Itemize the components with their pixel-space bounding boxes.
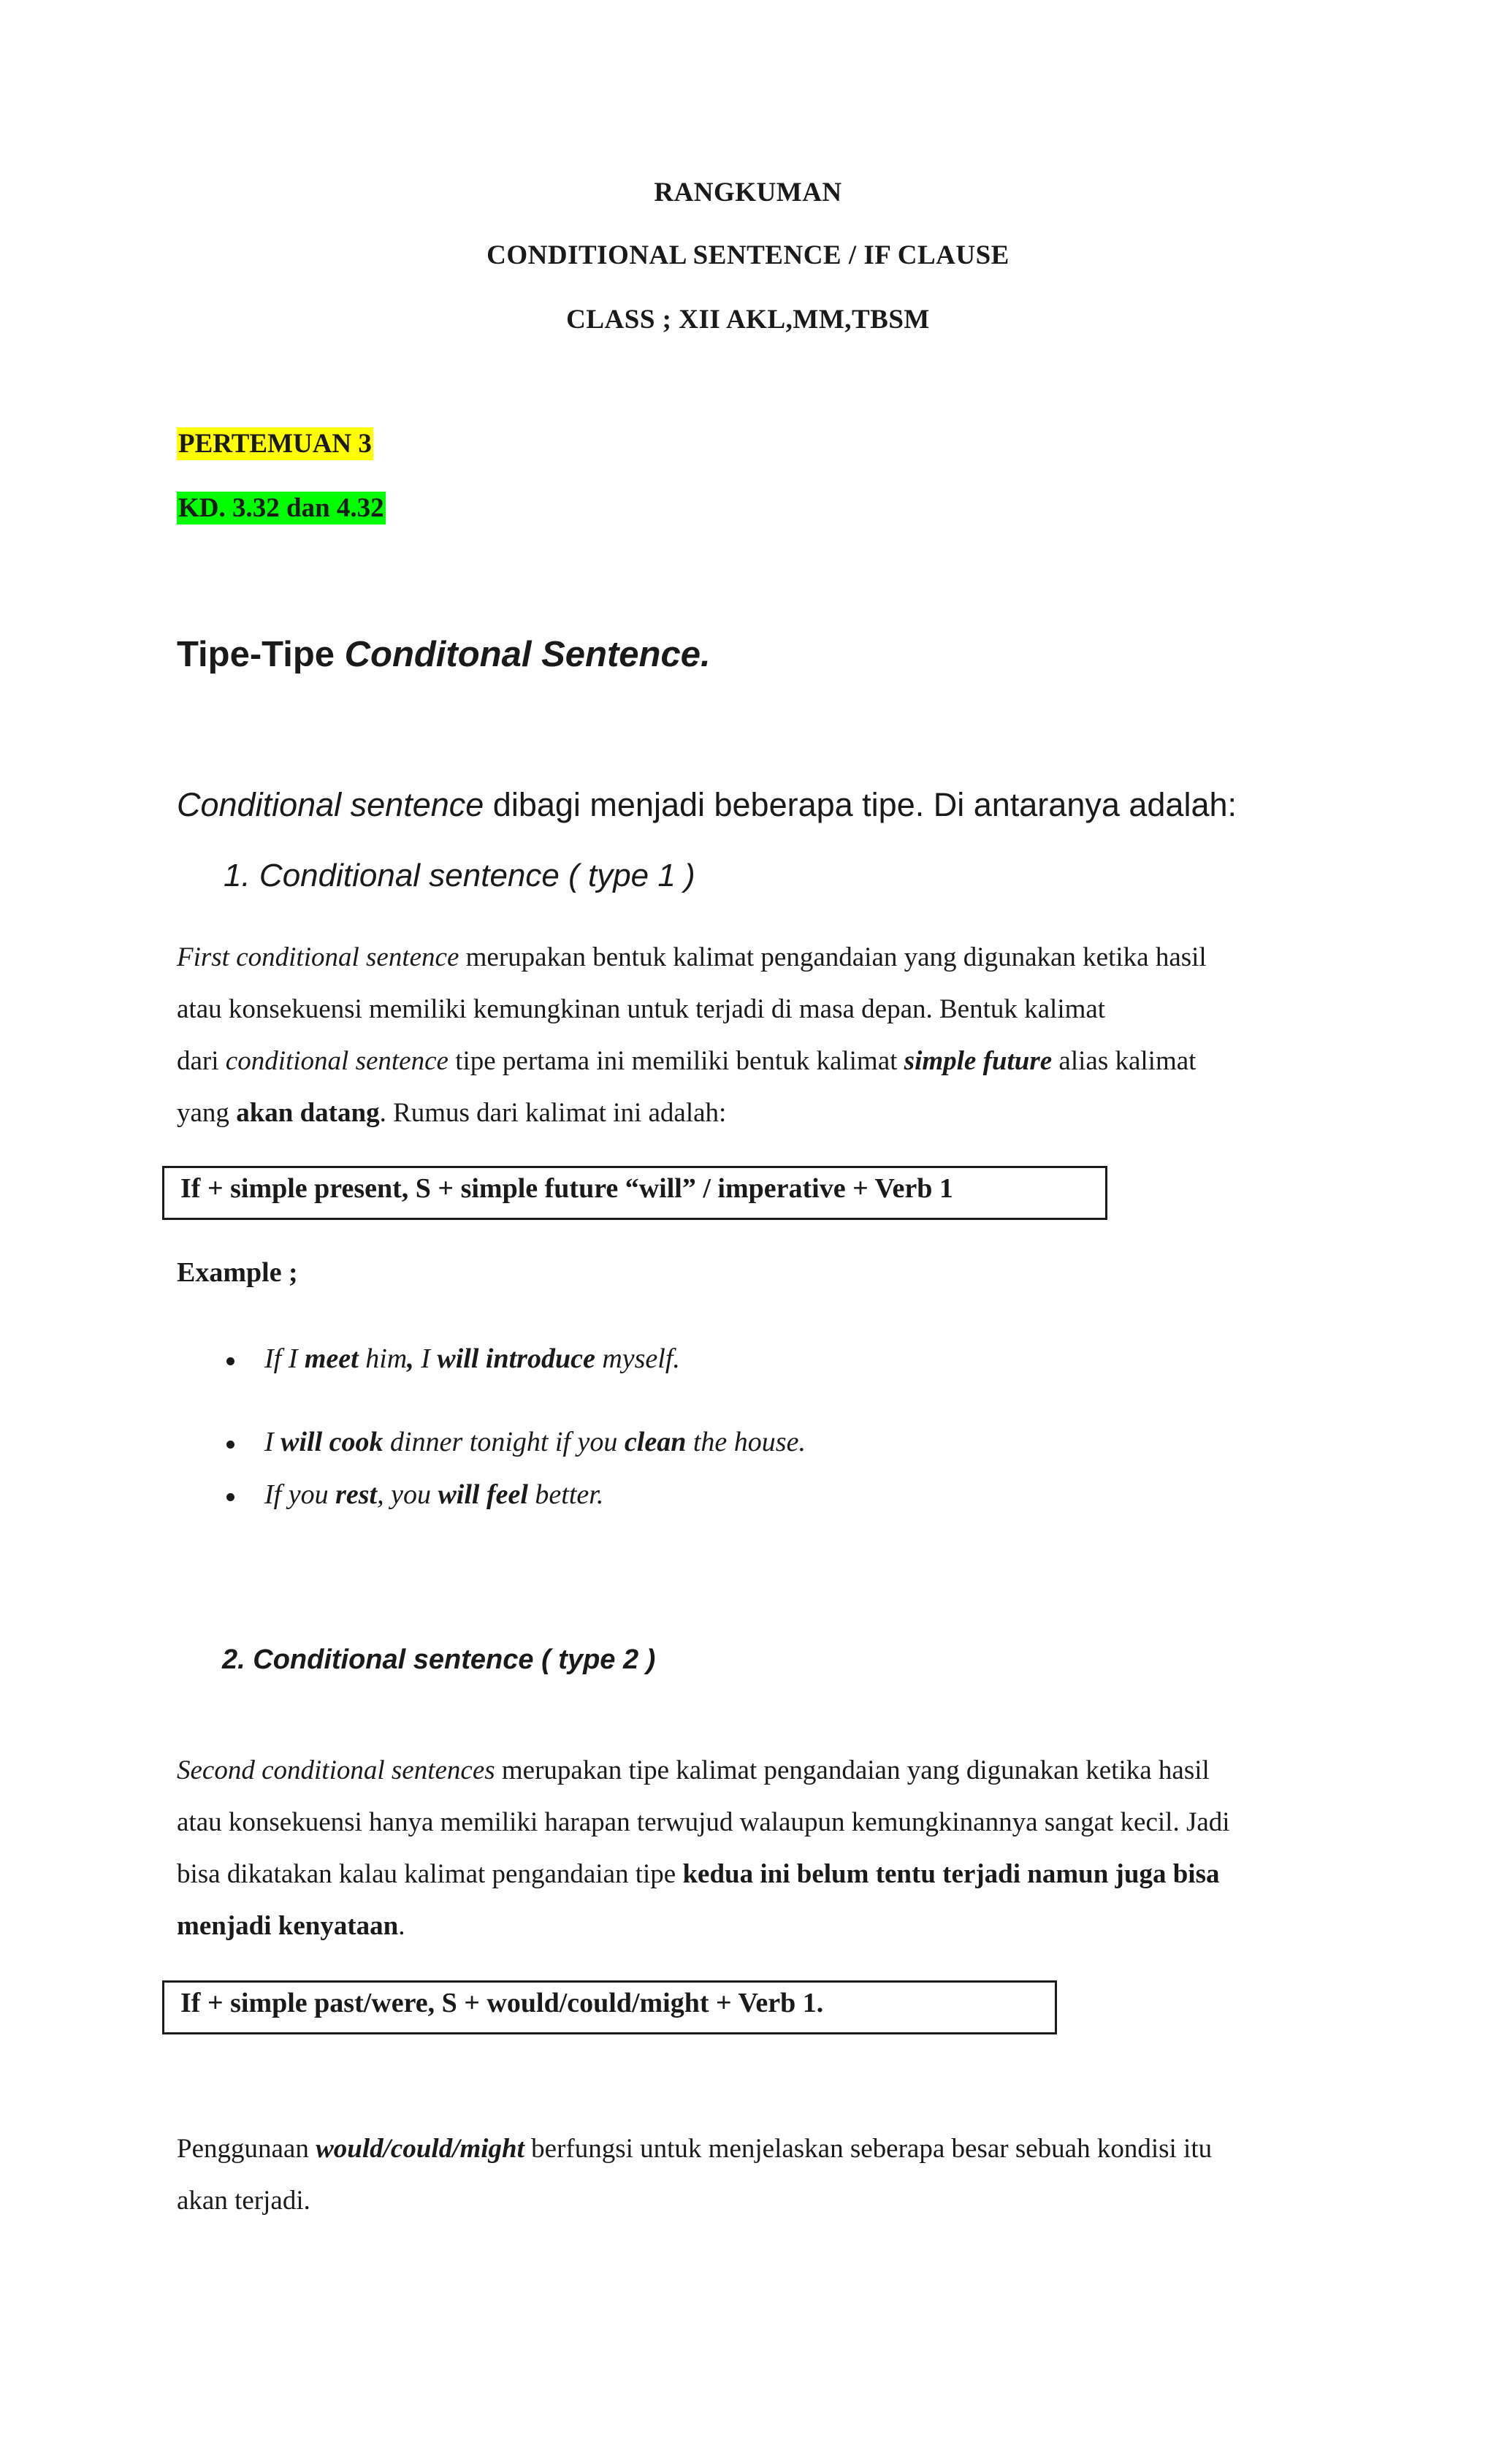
type1-para-l4-bold: akan datang (236, 1098, 380, 1128)
bullet-icon (226, 1441, 234, 1449)
type1-para-l3-b: tipe pertama ini memiliki bentuk kalimat (448, 1046, 904, 1076)
section-heading (177, 634, 711, 675)
usage-l1-a: Penggunaan (177, 2134, 316, 2164)
type2-para-line4 (177, 1900, 1360, 1952)
type1-para-italic: First conditional sentence (177, 942, 459, 972)
ex3-bold: will feel (438, 1479, 528, 1510)
meeting-label-text: PERTEMUAN 3 (178, 429, 372, 459)
ex2-part: the house. (686, 1427, 806, 1457)
ex2-part: dinner tonight if you (383, 1427, 625, 1457)
section-heading-prefix: Tipe-Tipe (177, 635, 345, 674)
type1-para-l4-a: yang (177, 1098, 237, 1128)
type1-formula-box: If + simple present, S + simple future “will” / imperative + Verb 1 (162, 1166, 1107, 1220)
kd-label-text: KD. 3.32 dan 4.32 (178, 493, 384, 523)
intro-rest: dibagi menjadi beberapa tipe. Di antaranya adalah: (484, 786, 1237, 823)
ex1-bold: will introduce (437, 1343, 595, 1374)
ex1-bold: meet (304, 1343, 359, 1374)
usage-bold-italic: would/could/might (316, 2134, 524, 2164)
example-item (0, 1426, 1496, 1462)
bullet-icon (226, 1357, 234, 1365)
ex1-bold: , (407, 1343, 414, 1374)
example-item (0, 1343, 1496, 1379)
ex3-bold: rest (335, 1479, 378, 1510)
type1-heading: 1. Conditional sentence ( type 1 ) (224, 858, 695, 893)
type2-heading: 2. Conditional sentence ( type 2 ) (222, 1644, 656, 1675)
usage-paragraph (177, 2123, 1360, 2227)
type2-para-l1-rest: merupakan tipe kalimat pengandaian yang digunakan ketika hasil (495, 1755, 1210, 1785)
ex3-part: , you (377, 1479, 438, 1510)
document-subtitle: CONDITIONAL SENTENCE / IF CLAUSE (486, 240, 1010, 270)
ex1-part: myself. (595, 1343, 680, 1374)
type1-para-line3 (177, 1035, 1331, 1087)
ex3-part: If you (264, 1479, 336, 1510)
type1-para-l3-italic: conditional sentence (225, 1046, 449, 1076)
bullet-icon (226, 1493, 234, 1501)
ex3-part: better. (527, 1479, 604, 1510)
example-text-1 (264, 1343, 680, 1375)
ex2-part: I (264, 1427, 281, 1457)
usage-l1-b: berfungsi untuk menjelaskan seberapa besar sebuah kondisi itu (524, 2134, 1213, 2164)
type2-paragraph (177, 1744, 1360, 1952)
type2-para-line1 (177, 1744, 1360, 1796)
class-line: CLASS ; XII AKL,MM,TBSM (566, 305, 930, 335)
type2-para-l3-bold: kedua ini belum tentu terjadi namun juga bisa (682, 1859, 1220, 1889)
meeting-label (177, 428, 373, 459)
type1-para-l3-a: dari (177, 1046, 226, 1076)
type2-para-l4-bold: menjadi kenyataan (177, 1911, 399, 1941)
section-heading-italic: Conditonal Sentence. (344, 635, 711, 674)
ex1-part: him (358, 1343, 408, 1374)
type2-para-l4-b: . (398, 1911, 405, 1941)
ex1-part: I (413, 1343, 438, 1374)
type1-paragraph (177, 931, 1331, 1139)
type1-para-l1-rest: merupakan bentuk kalimat pengandaian yang digunakan ketika hasil (459, 942, 1207, 972)
example-text-3 (264, 1479, 603, 1511)
type1-para-line2: atau konsekuensi memiliki kemungkinan untuk terjadi di masa depan. Bentuk kalimat (177, 994, 1106, 1024)
usage-line2: akan terjadi. (177, 2186, 310, 2216)
example-item (0, 1479, 1496, 1515)
type1-para-l3-c: alias kalimat (1052, 1046, 1197, 1076)
type1-para-line1 (177, 931, 1331, 983)
intro-italic: Conditional sentence (177, 786, 484, 823)
usage-line1 (177, 2123, 1360, 2175)
document-title: RANGKUMAN (654, 178, 842, 207)
type2-para-italic: Second conditional sentences (177, 1755, 495, 1785)
example-label: Example ; (177, 1257, 298, 1288)
ex2-bold: will cook (280, 1427, 383, 1457)
type2-para-line2: atau konsekuensi hanya memiliki harapan terwujud walaupun kemungkinannya sangat kecil. Jadi (177, 1807, 1230, 1837)
type2-para-line3 (177, 1848, 1360, 1900)
type1-para-l4-b: . Rumus dari kalimat ini adalah: (379, 1098, 727, 1128)
intro-line (177, 786, 1237, 824)
kd-label (177, 492, 386, 524)
type2-para-l3-a: bisa dikatakan kalau kalimat pengandaian tipe (177, 1859, 683, 1889)
type2-formula-box: If + simple past/were, S + would/could/might + Verb 1. (162, 1980, 1057, 2034)
type1-para-line4 (177, 1087, 1331, 1139)
ex2-bold: clean (624, 1427, 687, 1457)
ex1-part: If I (264, 1343, 305, 1374)
example-text-2 (264, 1426, 806, 1458)
type1-para-l3-bold-italic: simple future (904, 1046, 1053, 1076)
